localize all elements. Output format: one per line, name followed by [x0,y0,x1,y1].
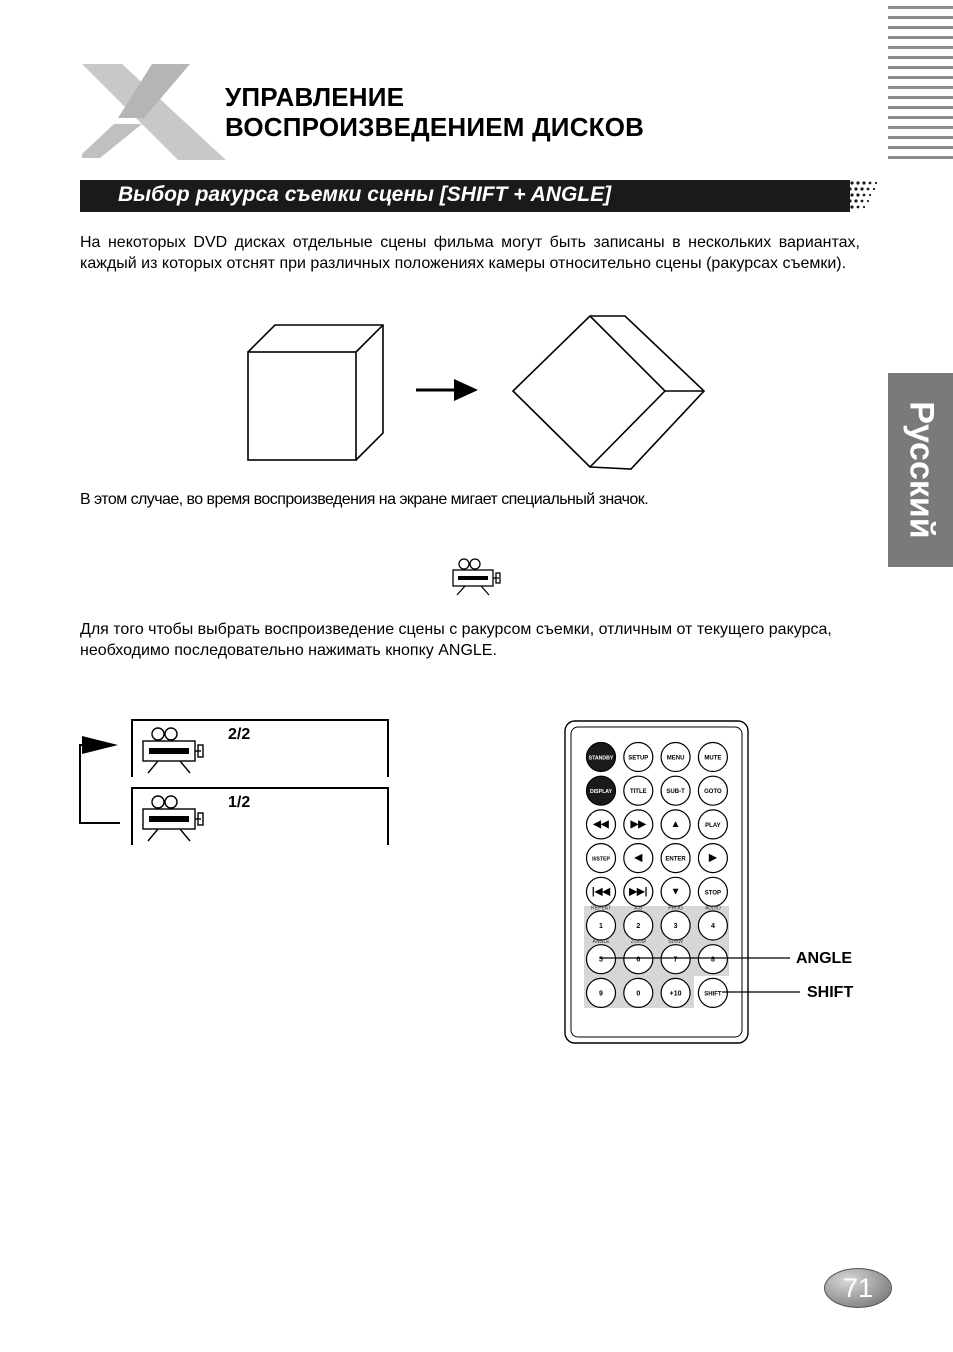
remote-button-label: MENU [666,755,685,762]
angle-value: 2/2 [228,726,251,743]
remote-button-symbol [587,877,616,906]
remote-button-label: 6 [636,956,641,964]
remote-button-stop [698,877,727,906]
cube-rotated-view [513,316,704,469]
camera-angle-icon [449,557,503,597]
section-bar-dots [842,180,882,212]
remote-button-title [624,776,653,805]
remote-button-setup [624,743,653,772]
remote-button-label: SHIFT [704,991,722,998]
remote-button-play [698,810,727,839]
remote-button-label: PLAY [705,822,721,829]
remote-button-enter [661,844,690,873]
remote-button-symbol [698,844,727,873]
remote-button-label: 4 [710,923,715,930]
remote-button-label: TITLE [629,789,647,796]
remote-button-label: SETUP [628,755,649,762]
remote-button-sublabel: ANGLE [592,939,610,946]
remote-button-label: ◀ [634,852,643,864]
intro-paragraph: На некоторых DVD дисках отдельные сцены фильма могут быть записаны в нескольких вариантах, каждый из которых отснят при различных положениях камеры относительно сцены (ракурсах съемки). [80,234,860,272]
remote-button-label: ▶▶| [629,886,648,898]
remote-button-4 [698,911,727,940]
remote-button-label: ▶ [709,852,717,864]
remote-button-display [587,776,616,805]
remote-button-sublabel: A-B [634,905,643,912]
remote-button-sub-t [661,776,690,805]
remote-button-label: 5 [599,956,603,964]
page-title [225,82,644,142]
page-number: 71 [842,1273,874,1303]
page-title-line2: ВОСПРОИЗВЕДЕНИЕМ ДИСКОВ [225,112,645,142]
remote-button-label: |◀◀ [591,886,611,898]
remote-button-label: SUB-T [666,789,685,796]
remote-button-1 [587,911,616,940]
remote-button-label: 7 [673,956,678,964]
remote-button-label: 3 [673,923,678,930]
remote-button-label: MUTE [704,755,722,762]
remote-button-label: 0 [636,990,641,998]
remote-button-sublabel: SLOW [668,939,683,946]
remote-button-3 [661,911,690,940]
remote-button-goto [698,776,727,805]
remote-button-sublabel: PROG [668,905,683,912]
language-label: Русский [902,401,940,539]
remote-button-symbol [661,877,690,906]
page-title-line1: УПРАВЛЕНИЕ [225,82,405,112]
remote-button-sublabel: REPEAT [591,905,611,912]
remote-button-label: STOP [704,890,722,897]
cube-front-view [248,325,383,460]
remote-button-symbol [624,810,653,839]
remote-button-label: ◀◀ [593,818,609,830]
angle-cycle-arrow [78,730,130,828]
instruction-paragraph: Для того чтобы выбрать воспроизведение сцены с ракурсом съемки, отличным от текущего ракурса, необходимо последовательно нажимать кнопку ANGLE. [80,621,832,659]
angle-change-illustration [240,312,715,474]
remote-button-standby [587,743,616,772]
remote-button-label: ▶▶ [630,818,646,830]
remote-button-label: 9 [599,990,603,998]
remote-button-sublabel: ZOOM [630,939,646,946]
remote-button-label: STANDBY [588,755,614,762]
page-number-badge [824,1268,892,1308]
remote-button-label: 8 [710,956,715,964]
language-side-tab [888,373,953,567]
header-stripes [888,6,953,164]
remote-button-label: DISPLAY [589,789,613,796]
icon-note-paragraph: В этом случае, во время воспроизведения на экране мигает специальный значок. [80,491,649,508]
remote-button-label: ENTER [665,856,686,863]
remote-button-symbol [624,844,653,873]
callout-angle-label: ANGLE [796,950,852,967]
section-title: Выбор ракурса съемки сцены [SHIFT + ANGLE] [118,183,612,206]
remote-callout-lines [600,950,800,1002]
remote-button-mute [698,743,727,772]
remote-button-2 [624,911,653,940]
callout-shift-label: SHIFT [807,984,854,1001]
right-arrow-icon [416,379,478,401]
remote-button-label: +10 [669,990,682,998]
remote-button-label: GOTO [704,789,722,796]
camera-angle-icon [138,794,208,844]
remote-button-symbol [587,810,616,839]
remote-button-sublabel: AUDIO [704,905,721,912]
brand-x-logo [78,58,228,164]
remote-button-symbol [624,877,653,906]
angle-value: 1/2 [228,794,251,811]
remote-button-label: ▼ [670,886,681,898]
remote-button-ii-step [587,844,616,873]
remote-button-menu [661,743,690,772]
remote-button-label: 1 [599,923,603,930]
remote-button-symbol [661,810,690,839]
remote-button-label: ▲ [670,818,681,830]
remote-button-label: 2 [636,923,641,930]
camera-angle-icon [138,726,208,776]
remote-button-label: II/STEP [592,856,610,863]
